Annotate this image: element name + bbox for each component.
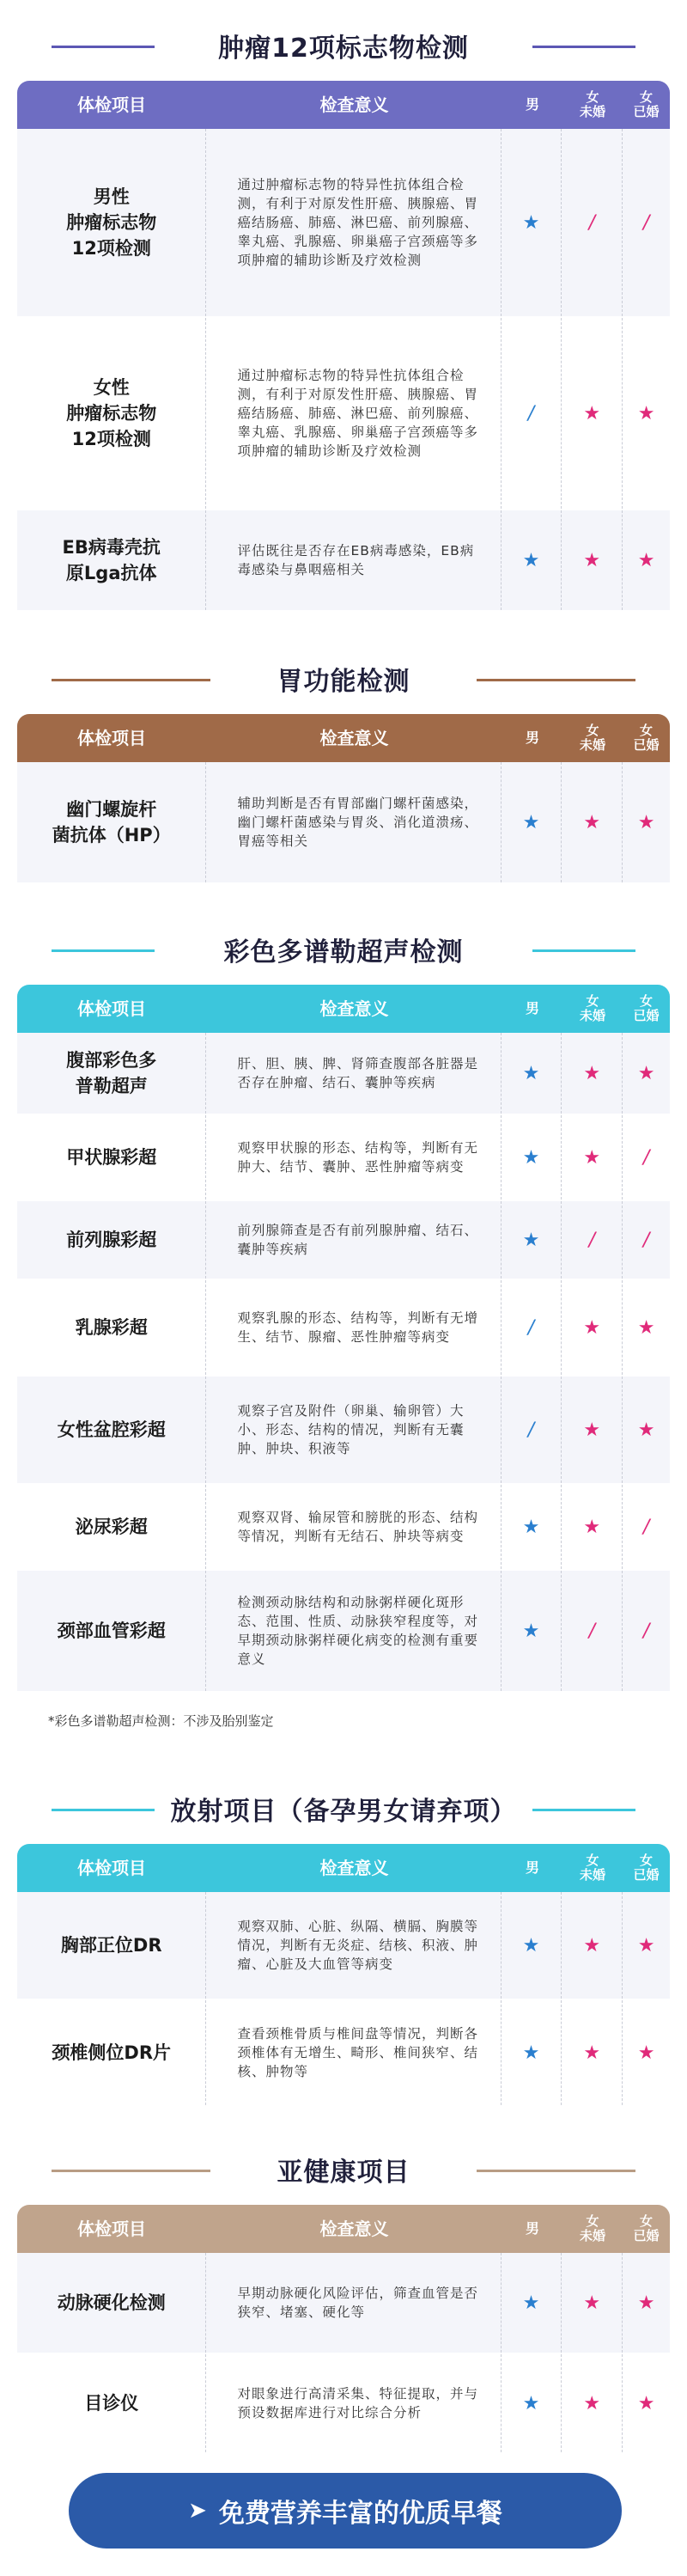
star-icon: ★ [583, 1419, 601, 1441]
exam-item-name: 泌尿彩超 [75, 1517, 148, 1537]
title-divider-right [532, 1809, 635, 1811]
section-title-text: 亚健康项目 [267, 2151, 421, 2188]
table-row [17, 1571, 670, 1693]
table-header [17, 1844, 670, 1892]
header-meaning: 检查意义 [319, 95, 389, 115]
exam-item-name: 动脉硬化检测 [57, 2292, 166, 2313]
breakfast-cta-button[interactable] [69, 2473, 622, 2549]
exam-item-name: 女性 肿瘤标志物 12项检测 [66, 377, 157, 449]
male-cell [502, 1377, 562, 1483]
title-divider-right [532, 46, 635, 48]
table-row [17, 1485, 670, 1571]
table-row [17, 2000, 670, 2107]
title-divider-right [532, 949, 635, 952]
slash-mark: / [642, 211, 650, 234]
table-header [17, 985, 670, 1033]
exam-table [17, 2205, 670, 2454]
star-icon: ★ [637, 549, 655, 571]
section-0 [0, 24, 687, 612]
exam-item-name: 乳腺彩超 [75, 1317, 148, 1338]
header-male: 男 [525, 96, 539, 113]
star-icon: ★ [583, 2292, 601, 2314]
table-row [17, 1377, 670, 1485]
star-icon: ★ [583, 2392, 601, 2414]
section-title-text: 放射项目（备孕男女请弃项） [161, 1790, 527, 1828]
female-married-cell [623, 129, 670, 316]
exam-table [17, 714, 670, 884]
female-unmarried-cell [562, 318, 623, 509]
exam-item-meaning: 观察双肾、输尿管和膀胱的形态、结构等情况，判断有无结石、肿块等病变 [205, 1485, 501, 1569]
table-row [17, 1280, 670, 1377]
slash-mark: / [527, 1316, 535, 1339]
female-married-cell [623, 1377, 670, 1483]
slash-mark: / [527, 402, 535, 424]
exam-item-name: 甲状腺彩超 [66, 1147, 157, 1168]
female-unmarried-cell [562, 1571, 623, 1691]
exam-item-meaning: 肝、胆、胰、脾、肾筛查腹部各脏器是否存在肿瘤、结石、囊肿等疾病 [205, 1033, 501, 1114]
female-unmarried-cell [562, 1377, 623, 1483]
exam-item-name: 男性 肿瘤标志物 12项检测 [66, 186, 157, 259]
exam-table [17, 81, 670, 612]
header-female-married: 女 已婚 [633, 89, 660, 119]
section-2 [0, 928, 687, 1730]
header-female-unmarried: 女 未婚 [579, 723, 605, 753]
section-title [0, 657, 687, 700]
star-icon: ★ [637, 2392, 655, 2414]
female-married-cell [623, 1115, 670, 1199]
exam-item-name: 腹部彩色多 普勒超声 [66, 1050, 157, 1096]
exam-item-meaning: 通过肿瘤标志物的特异性抗体组合检测，有利于对原发性肝癌、胰腺癌、胃癌结肠癌、肺癌、淋巴癌、前列腺癌、睾丸癌、乳腺癌、卵巢癌子宫颈癌等多项肿瘤的辅助诊断及疗效检测 [205, 129, 501, 316]
star-icon: ★ [637, 402, 655, 424]
title-divider-right [477, 679, 635, 681]
star-icon: ★ [522, 1062, 540, 1084]
star-icon: ★ [522, 549, 540, 571]
cta-label: 免费营养丰富的优质早餐 [218, 2499, 502, 2529]
female-married-cell [623, 762, 670, 882]
star-icon: ★ [583, 1316, 601, 1339]
header-meaning: 检查意义 [319, 1858, 389, 1878]
male-cell [502, 1033, 562, 1114]
title-divider-left [52, 46, 155, 48]
female-married-cell [623, 510, 670, 610]
star-icon: ★ [583, 1062, 601, 1084]
slash-mark: / [588, 1229, 595, 1251]
star-icon: ★ [637, 1934, 655, 1956]
star-icon: ★ [522, 211, 540, 234]
header-male: 男 [525, 1000, 539, 1016]
female-married-cell [623, 1485, 670, 1569]
star-icon: ★ [522, 1146, 540, 1169]
male-cell [502, 1115, 562, 1199]
table-row [17, 2253, 670, 2354]
table-header [17, 2205, 670, 2253]
female-married-cell [623, 1201, 670, 1279]
male-cell [502, 1892, 562, 1999]
exam-item-name: 颈椎侧位DR片 [52, 2042, 172, 2063]
exam-item-meaning: 前列腺筛查是否有前列腺肿瘤、结石、囊肿等疾病 [205, 1201, 501, 1279]
male-cell [502, 510, 562, 610]
female-married-cell [623, 2000, 670, 2105]
exam-table [17, 985, 670, 1693]
exam-item-name: 幽门螺旋杆 菌抗体（HP） [52, 799, 171, 845]
female-unmarried-cell [562, 2354, 623, 2452]
exam-item-meaning: 查看颈椎骨质与椎间盘等情况，判断各颈椎体有无增生、畸形、椎间狭窄、结核、肿物等 [205, 2000, 501, 2105]
header-meaning: 检查意义 [319, 2219, 389, 2239]
female-unmarried-cell [562, 762, 623, 882]
slash-mark: / [527, 1419, 535, 1441]
header-female-married: 女 已婚 [633, 2213, 660, 2243]
header-female-unmarried: 女 未婚 [579, 993, 605, 1023]
female-unmarried-cell [562, 1201, 623, 1279]
header-item: 体检项目 [77, 95, 146, 115]
exam-item-name: EB病毒壳抗 原Lga抗体 [62, 537, 161, 583]
title-divider-left [52, 1809, 155, 1811]
header-female-unmarried: 女 未婚 [579, 2213, 605, 2243]
star-icon: ★ [637, 1419, 655, 1441]
exam-item-name: 前列腺彩超 [66, 1230, 157, 1250]
male-cell [502, 762, 562, 882]
header-item: 体检项目 [77, 998, 146, 1019]
table-row [17, 1892, 670, 2000]
female-unmarried-cell [562, 129, 623, 316]
female-unmarried-cell [562, 2000, 623, 2105]
female-unmarried-cell [562, 510, 623, 610]
star-icon: ★ [583, 2042, 601, 2064]
female-unmarried-cell [562, 2253, 623, 2353]
section-title-text: 胃功能检测 [267, 660, 421, 698]
female-married-cell [623, 318, 670, 509]
exam-item-meaning: 早期动脉硬化风险评估，筛查血管是否狭窄、堵塞、硬化等 [205, 2253, 501, 2353]
title-divider-left [52, 949, 155, 952]
exam-item-meaning: 通过肿瘤标志物的特异性抗体组合检测，有利于对原发性肝癌、胰腺癌、胃癌结肠癌、肺癌、淋巴癌、前列腺癌、睾丸癌、乳腺癌、卵巢癌子宫颈癌等多项肿瘤的辅助诊断及疗效检测 [205, 318, 501, 509]
slash-mark: / [642, 1146, 650, 1169]
star-icon: ★ [637, 1316, 655, 1339]
male-cell [502, 1201, 562, 1279]
table-row [17, 1033, 670, 1115]
exam-item-meaning: 观察子宫及附件（卵巢、输卵管）大小、形态、结构的情况，判断有无囊肿、肿块、积液等 [205, 1377, 501, 1483]
female-married-cell [623, 1571, 670, 1691]
male-cell [502, 2354, 562, 2452]
header-female-unmarried: 女 未婚 [579, 89, 605, 119]
female-unmarried-cell [562, 1115, 623, 1199]
section-4 [0, 2148, 687, 2454]
header-item: 体检项目 [77, 2219, 146, 2239]
section-title [0, 1787, 687, 1830]
slash-mark: / [642, 1620, 650, 1642]
exam-table [17, 1844, 670, 2107]
exam-item-meaning: 检测颈动脉结构和动脉粥样硬化斑形态、范围、性质、动脉狭窄程度等，对早期颈动脉粥样硬化病变的检测有重要意义 [205, 1571, 501, 1691]
male-cell [502, 1485, 562, 1569]
exam-item-name: 女性盆腔彩超 [57, 1419, 166, 1440]
title-divider-left [52, 2170, 210, 2172]
male-cell [502, 1571, 562, 1691]
exam-item-meaning: 辅助判断是否有胃部幽门螺杆菌感染，幽门螺杆菌感染与胃炎、消化道溃疡、胃癌等相关 [205, 762, 501, 882]
title-divider-right [477, 2170, 635, 2172]
header-meaning: 检查意义 [319, 728, 389, 748]
arrow-right-icon: ➤ [188, 2498, 207, 2524]
star-icon: ★ [583, 549, 601, 571]
male-cell [502, 129, 562, 316]
exam-item-name: 胸部正位DR [60, 1935, 162, 1956]
header-female-unmarried: 女 未婚 [579, 1853, 605, 1883]
section-title [0, 928, 687, 971]
female-married-cell [623, 2354, 670, 2452]
header-male: 男 [525, 1859, 539, 1876]
star-icon: ★ [583, 1516, 601, 1538]
star-icon: ★ [583, 1146, 601, 1169]
header-male: 男 [525, 729, 539, 746]
footnote: *彩色多谱勒超声检测：不涉及胎别鉴定 [48, 1713, 274, 1729]
female-unmarried-cell [562, 1280, 623, 1375]
slash-mark: / [642, 1229, 650, 1251]
header-item: 体检项目 [77, 728, 146, 748]
female-unmarried-cell [562, 1892, 623, 1999]
table-header [17, 81, 670, 129]
star-icon: ★ [637, 2042, 655, 2064]
header-male: 男 [525, 2220, 539, 2237]
table-row [17, 129, 670, 318]
star-icon: ★ [522, 2392, 540, 2414]
exam-item-meaning: 对眼象进行高清采集、特征提取，并与预设数据库进行对比综合分析 [205, 2354, 501, 2452]
exam-item-meaning: 观察乳腺的形态、结构等，判断有无增生、结节、腺瘤、恶性肿瘤等病变 [205, 1280, 501, 1375]
female-married-cell [623, 1033, 670, 1114]
section-1 [0, 657, 687, 884]
header-female-married: 女 已婚 [633, 1853, 660, 1883]
male-cell [502, 1280, 562, 1375]
table-row [17, 1115, 670, 1201]
header-meaning: 检查意义 [319, 998, 389, 1019]
table-row [17, 510, 670, 612]
table-row [17, 762, 670, 884]
male-cell [502, 2000, 562, 2105]
header-female-married: 女 已婚 [633, 993, 660, 1023]
star-icon: ★ [583, 402, 601, 424]
star-icon: ★ [522, 2042, 540, 2064]
star-icon: ★ [522, 1229, 540, 1251]
exam-item-name: 颈部血管彩超 [57, 1621, 166, 1641]
star-icon: ★ [522, 1934, 540, 1956]
section-title-text: 彩色多谱勒超声检测 [214, 931, 474, 968]
section-title [0, 2148, 687, 2191]
table-row [17, 1201, 670, 1280]
star-icon: ★ [637, 811, 655, 833]
slash-mark: / [642, 1516, 650, 1538]
header-item: 体检项目 [77, 1858, 146, 1878]
star-icon: ★ [522, 1516, 540, 1538]
header-female-married: 女 已婚 [633, 723, 660, 753]
exam-item-meaning: 评估既往是否存在EB病毒感染，EB病毒感染与鼻咽癌相关 [205, 510, 501, 610]
slash-mark: / [588, 211, 595, 234]
exam-item-meaning: 观察双肺、心脏、纵隔、横膈、胸膜等情况，判断有无炎症、结核、积液、肿瘤、心脏及大血管等病变 [205, 1892, 501, 1999]
star-icon: ★ [522, 2292, 540, 2314]
female-unmarried-cell [562, 1485, 623, 1569]
table-row [17, 2354, 670, 2454]
female-married-cell [623, 1892, 670, 1999]
exam-item-name: 目诊仪 [84, 2393, 139, 2414]
male-cell [502, 318, 562, 509]
star-icon: ★ [583, 1934, 601, 1956]
star-icon: ★ [522, 1620, 540, 1642]
title-divider-left [52, 679, 210, 681]
section-title [0, 24, 687, 67]
male-cell [502, 2253, 562, 2353]
star-icon: ★ [583, 811, 601, 833]
star-icon: ★ [522, 811, 540, 833]
section-3 [0, 1787, 687, 2107]
star-icon: ★ [637, 2292, 655, 2314]
female-unmarried-cell [562, 1033, 623, 1114]
table-header [17, 714, 670, 762]
slash-mark: / [588, 1620, 595, 1642]
female-married-cell [623, 1280, 670, 1375]
female-married-cell [623, 2253, 670, 2353]
table-row [17, 318, 670, 510]
star-icon: ★ [637, 1062, 655, 1084]
section-title-text: 肿瘤12项标志物检测 [208, 27, 479, 64]
exam-item-meaning: 观察甲状腺的形态、结构等，判断有无肿大、结节、囊肿、恶性肿瘤等病变 [205, 1115, 501, 1199]
